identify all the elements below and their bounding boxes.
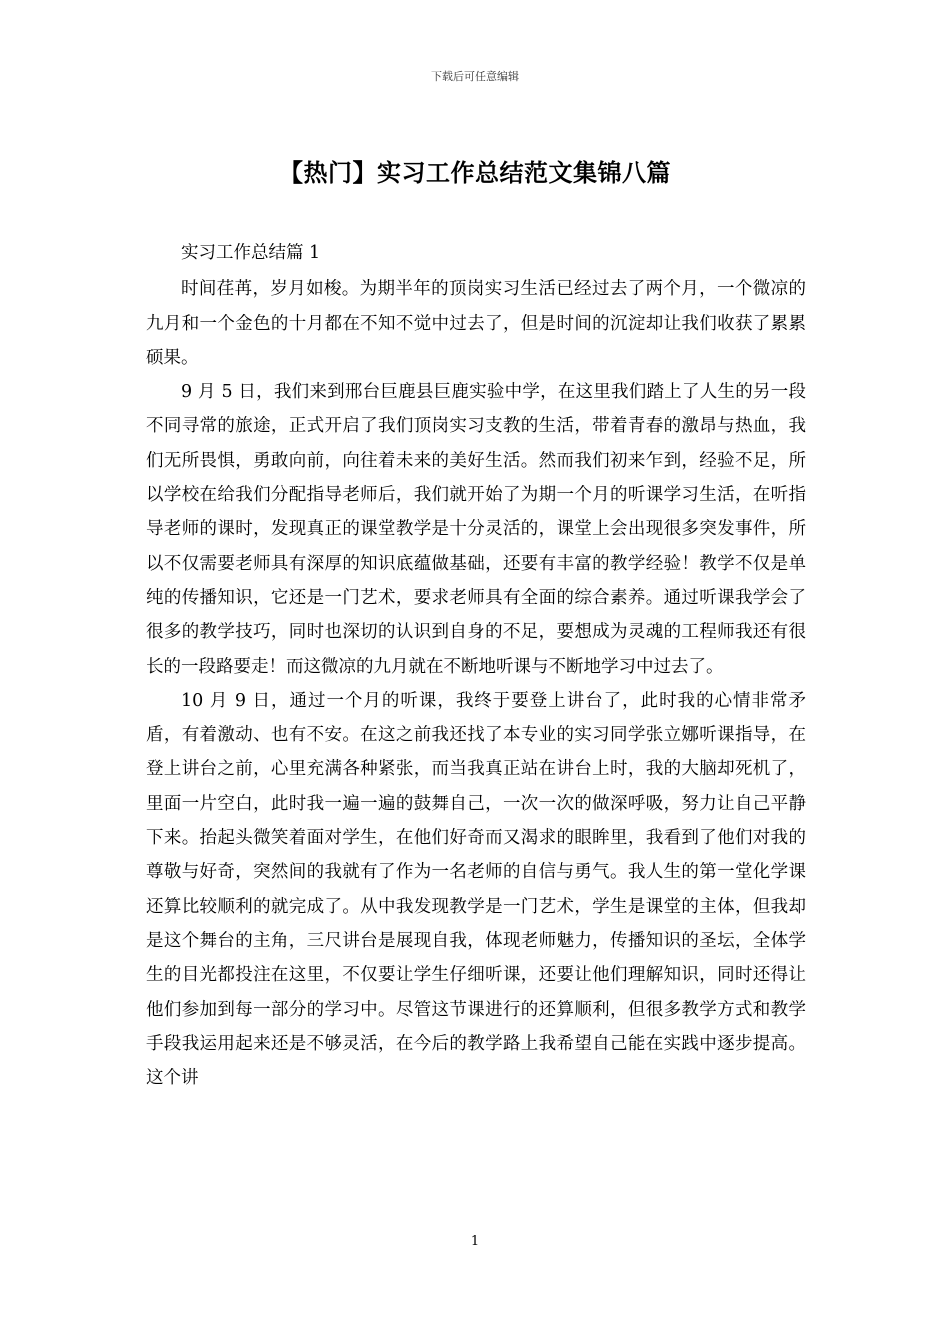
header-note: 下载后可任意编辑	[431, 70, 519, 83]
paragraph: 时间荏苒，岁月如梭。为期半年的顶岗实习生活已经过去了两个月，一个微凉的九月和一个金色的十月都在不知不觉中过去了，但是时间的沉淀却让我们收获了累累硕果。	[146, 279, 806, 368]
section-heading: 实习工作总结篇 1	[181, 243, 321, 263]
paragraph: 9 月 5 日，我们来到邢台巨鹿县巨鹿实验中学，在这里我们踏上了人生的另一段不同寻常的旅途，正式开启了我们顶岗实习支教的生活，带着青春的激昂与热血，我们无所畏惧，勇敢向前，向往着未来的美好生活。然而我们初来乍到，经验不足，所以学校在给我们分配指导老师后，我们就开始了为期一个月的听课学习生活，在听指导老师的课时，发现真正的课堂教学是十分灵活的，课堂上会出现很多突发事件，所以不仅需要老师具有深厚的知识底蕴做基础，还要有丰富的教学经验！教学不仅是单纯的传播知识，它还是一门艺术，要求老师具有全面的综合素养。通过听课我学会了很多的教学技巧，同时也深切的认识到自身的不足，要想成为灵魂的工程师我还有很长的一段路要走！而这微凉的九月就在不断地听课与不断地学习中过去了。	[146, 382, 806, 677]
document-title: 【热门】实习工作总结范文集锦八篇	[279, 158, 671, 187]
page-number: 1	[470, 1234, 480, 1249]
paragraph: 10 月 9 日，通过一个月的听课，我终于要登上讲台了，此时我的心情非常矛盾，有着激动、也有不安。在这之前我还找了本专业的实习同学张立娜听课指导，在登上讲台之前，心里充满各种紧张，而当我真正站在讲台上时，我的大脑却死机了，里面一片空白，此时我一遍一遍的鼓舞自己，一次一次的做深呼吸，努力让自己平静下来。抬起头微笑着面对学生，在他们好奇而又渴求的眼眸里，我看到了他们对我的尊敬与好奇，突然间的我就有了作为一名老师的自信与勇气。我人生的第一堂化学课还算比较顺利的就完成了。从中我发现教学是一门艺术，学生是课堂的主体，但我却是这个舞台的主角，三尺讲台是展现自我，体现老师魅力，传播知识的圣坛，全体学生的目光都投注在这里，不仅要让学生仔细听课，还要让他们理解知识，同时还得让他们参加到每一部分的学习中。尽管这节课进行的还算顺利，但很多教学方式和教学手段我运用起来还是不够灵活，在今后的教学路上我希望自己能在实践中逐步提高。这个讲	[146, 690, 806, 1089]
document-body	[146, 236, 806, 1095]
